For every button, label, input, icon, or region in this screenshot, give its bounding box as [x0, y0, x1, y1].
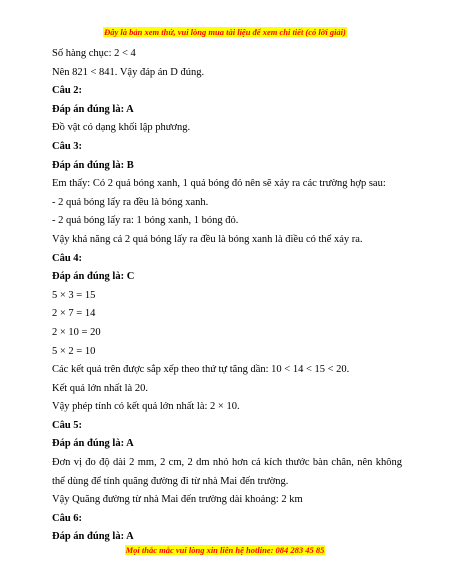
- answer-line: Đáp án đúng là: A: [52, 103, 134, 115]
- answer-line: Đáp án đúng là: A: [52, 531, 134, 543]
- text-paragraph: Đơn vị đo độ dài 2 mm, 2 cm, 2 dm nhỏ hơn cả kích thước bàn chân, nên không thể dùng để tính quãng đường đi từ nhà Mai đến trường.: [52, 457, 402, 487]
- answer-line: Đáp án đúng là: B: [52, 159, 134, 171]
- document-body: [52, 45, 402, 547]
- text-line: Số hàng chục: 2 < 4: [52, 48, 136, 59]
- preview-notice-text: Đây là bản xem thử, vui lòng mua tài liệu để xem chi tiết (có lời giải): [104, 27, 346, 37]
- answer-line: Đáp án đúng là: C: [52, 271, 135, 283]
- text-line: Đồ vật có dạng khối lập phương.: [52, 122, 191, 134]
- hotline-notice-text: Mọi thắc mắc vui lòng xin liên hệ hotline: 084 283 45 85: [125, 545, 325, 555]
- text-line: Các kết quả trên được sắp xếp theo thứ tự tăng dần: 10 < 14 < 15 < 20.: [52, 364, 350, 376]
- text-line: - 2 quả bóng lấy ra đều là bóng xanh.: [52, 196, 209, 208]
- question-heading: Câu 2:: [52, 85, 83, 97]
- question-heading: Câu 3:: [52, 140, 83, 152]
- question-heading: Câu 6:: [52, 512, 83, 524]
- text-line: 2 × 10 = 20: [52, 326, 101, 338]
- hotline-notice-banner: [0, 545, 450, 555]
- text-line: Vậy khả năng cả 2 quả bóng lấy ra đều là bóng xanh là điều có thể xảy ra.: [52, 233, 363, 245]
- text-line: 5 × 3 = 15: [52, 289, 96, 301]
- text-line: 2 × 7 = 14: [52, 308, 96, 320]
- text-line: Kết quả lớn nhất là 20.: [52, 382, 148, 394]
- question-heading: Câu 5:: [52, 419, 83, 431]
- text-line: Nên 821 < 841. Vậy đáp án D đúng.: [52, 66, 205, 78]
- question-heading: Câu 4:: [52, 252, 83, 264]
- text-line: Vậy Quãng đường từ nhà Mai đến trường dài khoảng: 2 km: [52, 494, 303, 506]
- text-line: Em thấy: Có 2 quả bóng xanh, 1 quả bóng đỏ nên sẽ xảy ra các trường hợp sau:: [52, 178, 386, 190]
- answer-line: Đáp án đúng là: A: [52, 438, 134, 450]
- text-line: Vậy phép tính có kết quả lớn nhất là: 2 × 10.: [52, 401, 240, 413]
- preview-notice-banner: [0, 27, 450, 37]
- text-line: - 2 quả bóng lấy ra: 1 bóng xanh, 1 bóng đỏ.: [52, 215, 239, 227]
- text-line: 5 × 2 = 10: [52, 345, 96, 357]
